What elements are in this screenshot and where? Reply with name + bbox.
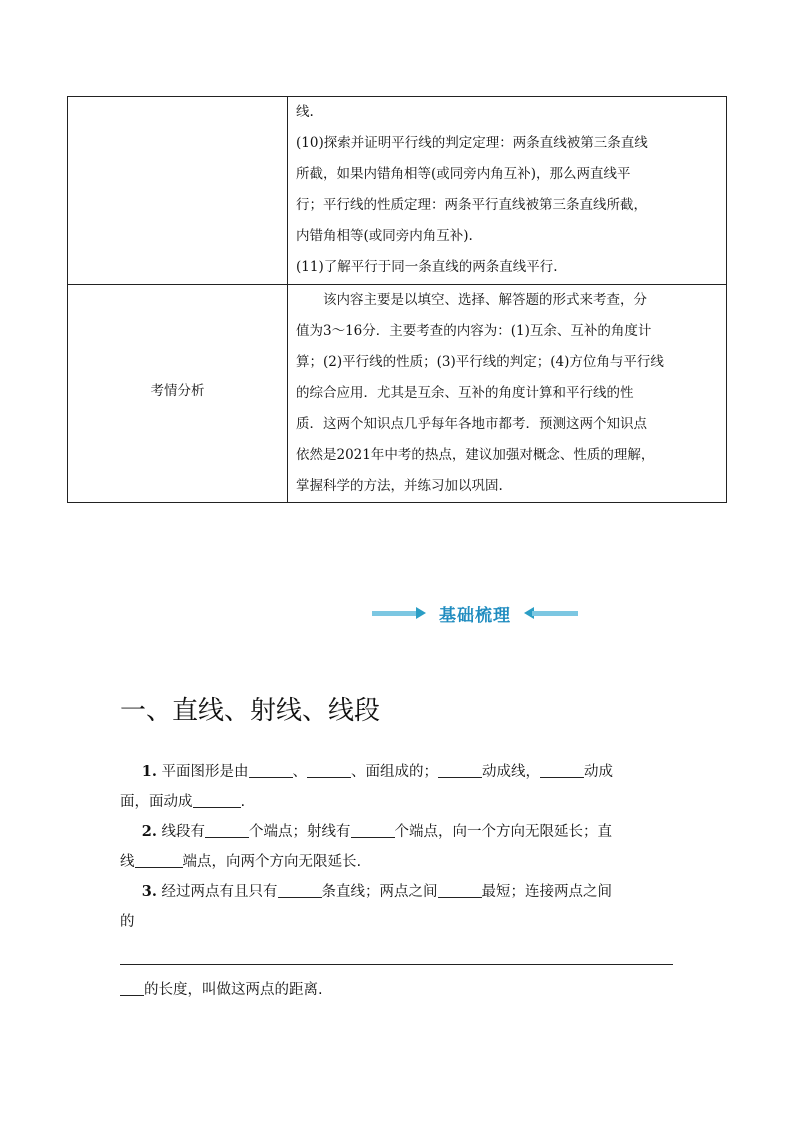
- item-text: 经过两点有且只有: [161, 884, 278, 900]
- item-text: 条直线；两点之间: [321, 884, 438, 900]
- item-text: 端点，向两个方向无限延长.: [182, 854, 362, 870]
- item-text: 的长度，叫做这两点的距离.: [144, 982, 323, 998]
- table-line: 的综合应用．尤其是互余、互补的角度计算和平行线的性: [296, 385, 634, 401]
- table-line: 算；(2)平行线的性质；(3)平行线的判定；(4)方位角与平行线: [296, 354, 664, 370]
- item-text: 平面图形是由: [161, 764, 249, 780]
- item-number: 2.: [141, 823, 157, 840]
- banner-left-bar: [372, 611, 418, 616]
- exercise-item-3-end: [120, 975, 323, 1005]
- exercise-item-3-cont: [120, 907, 680, 937]
- answer-blank[interactable]: [540, 763, 584, 779]
- item-text: 、: [292, 764, 307, 780]
- item-text: 个端点，向一个方向无限延长；直: [394, 824, 612, 840]
- item-text: 线: [120, 854, 135, 870]
- table-column-divider: [287, 97, 288, 502]
- answer-blank[interactable]: [438, 883, 482, 899]
- answer-blank[interactable]: [135, 853, 183, 869]
- item-text: 面，面动成: [120, 794, 193, 810]
- exercise-item-1-cont: [120, 787, 680, 817]
- exercise-list: [120, 757, 680, 937]
- item-text: 动成线，: [482, 764, 540, 780]
- item-text: 线段有: [161, 824, 205, 840]
- answer-blank[interactable]: [307, 763, 351, 779]
- answer-blank[interactable]: [205, 823, 249, 839]
- table-line: (10)探索并证明平行线的判定定理：两条直线被第三条直线: [296, 135, 648, 151]
- answer-blank[interactable]: [193, 793, 241, 809]
- item-text: 个端点；射线有: [249, 824, 351, 840]
- answer-blank[interactable]: [438, 763, 482, 779]
- table-line: 掌握科学的方法，并练习加以巩固.: [296, 478, 503, 494]
- item-text: 、面组成的；: [351, 764, 438, 780]
- answer-blank[interactable]: [278, 883, 322, 899]
- section-banner: [372, 598, 578, 630]
- table-line: 值为3～16分．主要考查的内容为：(1)互余、互补的角度计: [296, 323, 652, 339]
- item-text: 动成: [584, 764, 613, 780]
- exercise-item-3: [120, 877, 680, 907]
- table-cell-analysis: [296, 285, 721, 502]
- item-text: 的: [120, 914, 135, 930]
- item-text: 最短；连接两点之间: [481, 884, 612, 900]
- banner-title: 基础梳理: [439, 606, 511, 626]
- answer-blank[interactable]: [351, 823, 395, 839]
- table-line: (11)了解平行于同一条直线的两条直线平行.: [296, 259, 558, 275]
- exercise-item-2-cont: [120, 847, 680, 877]
- banner-right-bar: [532, 611, 578, 616]
- item-number: 1.: [141, 763, 157, 780]
- row-label-analysis: 考情分析: [150, 383, 205, 399]
- section-heading: 一、直线、射线、线段: [120, 696, 381, 726]
- answer-blank[interactable]: [120, 981, 144, 997]
- exercise-item-2: [120, 817, 680, 847]
- exercise-item-1: [120, 757, 680, 787]
- table-line: 该内容主要是以填空、选择、解答题的形式来考查，分: [323, 292, 647, 308]
- table-line: 内错角相等(或同旁内角互补).: [296, 228, 473, 244]
- table-line: 依然是2021年中考的热点，建议加强对概念、性质的理解，: [296, 447, 655, 463]
- table-line: 所截，如果内错角相等(或同旁内角互补)，那么两直线平: [296, 166, 631, 182]
- long-answer-line[interactable]: [120, 964, 673, 965]
- table-line: 行；平行线的性质定理：两条平行直线被第三条直线所截，: [296, 197, 647, 213]
- item-text: .: [240, 794, 246, 810]
- answer-blank[interactable]: [249, 763, 293, 779]
- info-table: [67, 96, 727, 503]
- table-cell-standards: [296, 97, 721, 283]
- table-line: 线.: [296, 104, 314, 120]
- item-number: 3.: [141, 883, 157, 900]
- table-line: 质．这两个知识点几乎每年各地市都考．预测这两个知识点: [296, 416, 647, 432]
- banner-left-arrow-icon: [416, 607, 426, 619]
